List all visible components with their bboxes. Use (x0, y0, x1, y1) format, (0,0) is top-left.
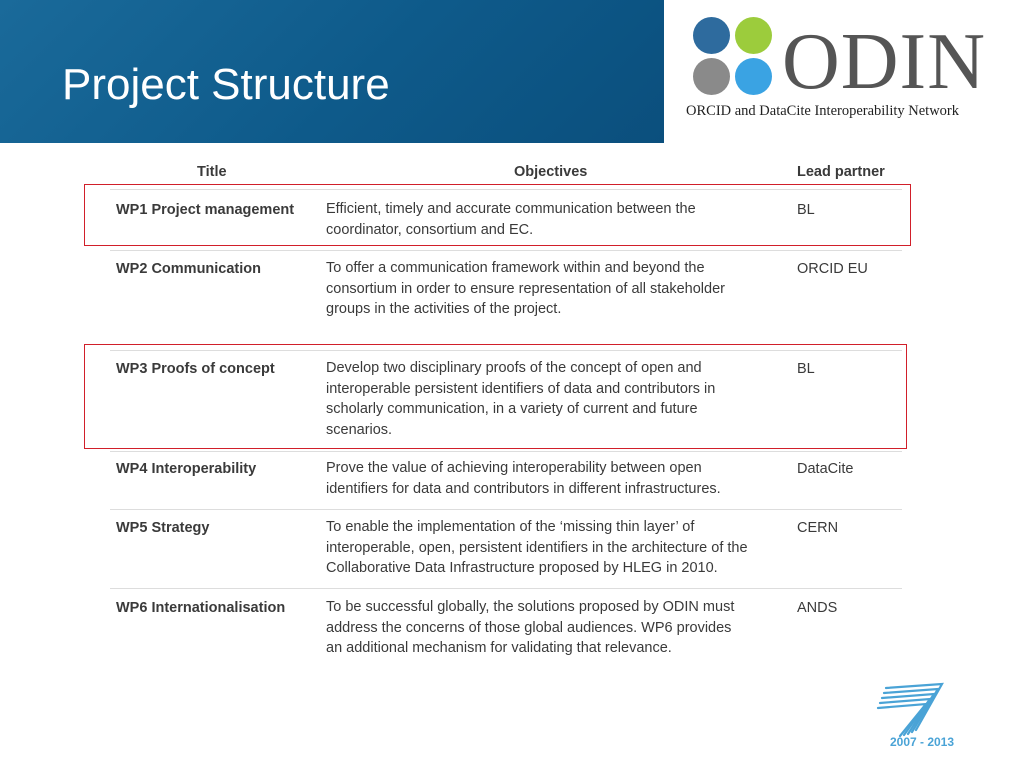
row-2-objectives (326, 258, 788, 320)
row-6-title: WP6 Internationalisation (116, 600, 286, 616)
row-divider (110, 588, 902, 589)
header-objectives: Objectives (514, 164, 588, 180)
row-4-objectives (326, 458, 788, 499)
row-divider (110, 509, 902, 510)
fp7-logo (872, 680, 972, 752)
fp7-seven-icon (872, 680, 972, 752)
header-title: Title (197, 164, 227, 180)
row-3-lead: BL (797, 361, 815, 377)
row-2-objectives-line-2: consortium in order to ensure representation of all stakeholder (326, 280, 725, 297)
logo-wordmark: ODIN (782, 18, 986, 106)
row-1-title: WP1 Project management (116, 202, 295, 218)
row-4-title: WP4 Interoperability (116, 461, 257, 477)
logo-tagline: ORCID and DataCite Interoperability Network (686, 103, 960, 119)
row-5-objectives (326, 517, 788, 579)
row-3-title: WP3 Proofs of concept (116, 361, 275, 377)
row-divider (110, 451, 902, 452)
row-4-lead: DataCite (797, 461, 854, 477)
row-6-objectives-line-2: address the concerns of those global audiences. WP6 provides (326, 619, 732, 636)
row-1-objectives-line-1: Efficient, timely and accurate communication between the (326, 201, 696, 217)
header-lead: Lead partner (797, 164, 885, 180)
logo-dot-3 (693, 58, 730, 95)
row-6-objectives (326, 597, 788, 659)
row-2-objectives-line-3: groups in the activities of the project. (326, 301, 562, 318)
row-6-objectives-line-3: an additional mechanism for validating that relevance. (326, 640, 672, 657)
logo-dot-2 (735, 17, 772, 54)
row-1-objectives-line-2: coordinator, consortium and EC. (326, 221, 534, 238)
row-5-objectives-line-2: interoperable, open, persistent identifiers in the architecture of the (326, 539, 748, 556)
row-1-lead: BL (797, 202, 815, 218)
row-divider (110, 250, 902, 251)
row-3-objectives-line-2: interoperable persistent identifiers of data and contributors in (326, 380, 716, 397)
row-2-lead: ORCID EU (797, 261, 868, 277)
row-5-title: WP5 Strategy (116, 520, 210, 536)
row-3-objectives-line-4: scenarios. (326, 422, 393, 439)
row-3-objectives-line-3: scholarly communication, in a variety of current and future (326, 401, 698, 418)
odin-dots-icon (693, 17, 777, 97)
row-5-lead: CERN (797, 520, 839, 536)
highlight-box-wp1 (84, 184, 911, 246)
row-2-objectives-line-1: To offer a communication framework within and beyond the (326, 260, 705, 276)
logo-dot-1 (693, 17, 730, 54)
row-6-lead: ANDS (797, 600, 838, 616)
row-3-objectives-line-1: Develop two disciplinary proofs of the concept of open and (326, 360, 702, 376)
row-4-objectives-line-2: identifiers for data and contributors in different infrastructures. (326, 480, 721, 497)
highlight-box-wp3 (84, 344, 907, 449)
page-title: Project Structure (62, 60, 390, 109)
row-5-objectives-line-3: Collaborative Data Infrastructure proposed by HLEG in 2010. (326, 560, 718, 577)
row-5-objectives-line-1: To enable the implementation of the ‘missing thin layer’ of (326, 519, 695, 535)
row-4-objectives-line-1: Prove the value of achieving interoperability between open (326, 460, 702, 476)
logo-dot-4 (735, 58, 772, 95)
fp7-years: 2007 - 2013 (889, 735, 955, 749)
row-2-title: WP2 Communication (116, 261, 262, 277)
row-6-objectives-line-1: To be successful globally, the solutions proposed by ODIN must (326, 599, 735, 615)
